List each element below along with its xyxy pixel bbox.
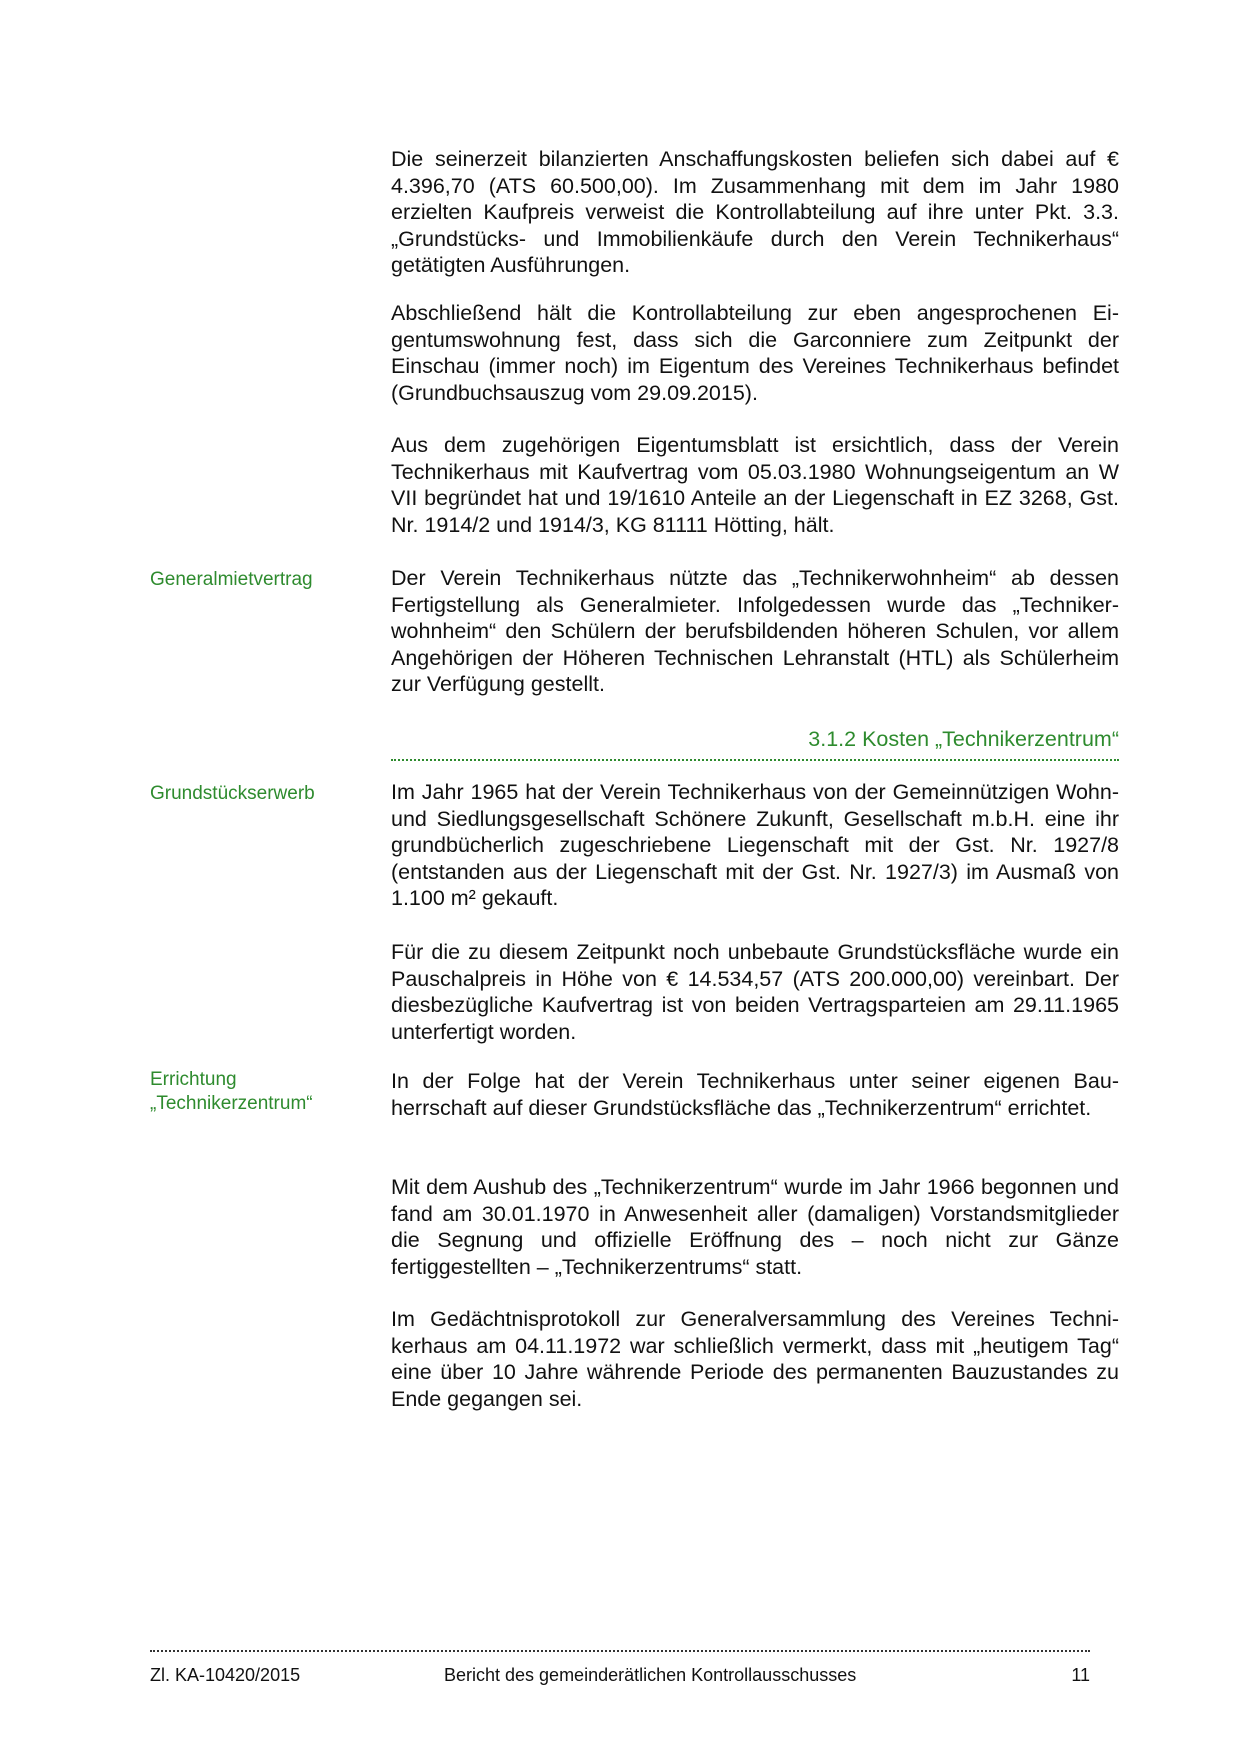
paragraph-aushub: Mit dem Aushub des „Technikerzentrum“ wurde im Jahr 1966 begonnen und fand am 30.01.1970 in Anwesenheit aller (damaligen) Vorstandsmitglieder die Segnung und offizielle Eröffnung des – noch nicht zur Gänze fertiggestellten – „Technikerzentrums“ statt. (391, 1175, 1119, 1279)
footer-title: Bericht des gemeinderätlichen Kontrollausschusses (444, 1665, 857, 1685)
paragraph-errichtung: In der Folge hat der Verein Technikerhaus unter seiner eigenen Bauherrschaft auf dieser Grundstücksfläche das „Technikerzentrum“ errichtet. (391, 1069, 1119, 1120)
margin-note-generalmietvertrag: Generalmietvertrag (150, 569, 313, 590)
section-divider (391, 759, 1119, 761)
page-number: 11 (1071, 1665, 1090, 1685)
paragraph-gedaechtnisprotokoll: Im Gedächtnisprotokoll zur Generalversammlung des Vereines Technikerhaus am 04.11.1972 war schließlich vermerkt, dass mit „heutigem Tag“ eine über 10 Jahre währende Periode des permanenten Bauzustandes zu Ende gegangen sei. (391, 1307, 1119, 1411)
section-heading: 3.1.2 Kosten „Technikerzentrum“ (808, 727, 1119, 751)
paragraph-anschaffungskosten: Die seinerzeit bilanzierten Anschaffungskosten beliefen sich dabei auf € 4.396,70 (ATS 60.500,00). Im Zusammenhang mit dem im Jahr 1980 erzielten Kaufpreis verweist die Kontrollabteilung auf ihre unter Pkt. 3.3. „Grundstücks- und Immobilienkäufe durch den Verein Technikerhaus“ getätigten Ausführungen. (391, 147, 1119, 277)
paragraph-generalmieter: Der Verein Technikerhaus nützte das „Technikerwohnheim“ ab dessen Fertigstellung als Generalmieter. Infolgedessen wurde das „Technikerwohnheim“ den Schülern der berufsbildenden höheren Schulen, vor allem Angehörigen der Höheren Technischen Lehranstalt (HTL) als Schülerheim zur Verfügung gestellt. (391, 566, 1119, 696)
paragraph-grundstueckskauf: Im Jahr 1965 hat der Verein Technikerhaus von der Gemeinnützigen Wohn- und Siedlungsgesellschaft Schönere Zukunft, Gesellschaft m.b.H. eine ihr grundbücherlich zugeschriebene Liegenschaft mit der Gst. Nr. 1927/8 (entstanden aus der Liegenschaft mit der Gst. Nr. 1927/3) im Ausmaß von 1.100 m² gekauft. (391, 780, 1119, 910)
margin-note-grundstueckserwerb: Grundstückserwerb (150, 783, 315, 804)
paragraph-eigentumswohnung: Abschließend hält die Kontrollabteilung zur eben angesprochenen Eigentumswohnung fest, dass sich die Garconniere zum Zeitpunkt der Einschau (immer noch) im Eigentum des Vereines Technikerhaus befindet (Grundbuchsauszug vom 29.09.2015). (391, 301, 1119, 405)
footer-divider (150, 1650, 1090, 1652)
paragraph-pauschalpreis: Für die zu diesem Zeitpunkt noch unbebaute Grundstücksfläche wurde ein Pauschalpreis in Höhe von € 14.534,57 (ATS 200.000,00) vereinbart. Der diesbezügliche Kaufvertrag ist von beiden Vertragsparteien am 29.11.1965 unterfertigt worden. (391, 940, 1119, 1044)
paragraph-eigentumsblatt: Aus dem zugehörigen Eigentumsblatt ist ersichtlich, dass der Verein Technikerhaus mit Kaufvertrag vom 05.03.1980 Wohnungseigentum an W VII begründet hat und 19/1610 Anteile an der Liegenschaft in EZ 3268, Gst. Nr. 1914/2 und 1914/3, KG 81111 Hötting, hält. (391, 433, 1119, 537)
margin-note-errichtung-line1: Errichtung (150, 1069, 237, 1090)
margin-note-errichtung (150, 1068, 350, 1116)
margin-note-errichtung-line2: „Technikerzentrum“ (150, 1093, 313, 1114)
footer-reference: Zl. KA-10420/2015 (150, 1665, 301, 1685)
